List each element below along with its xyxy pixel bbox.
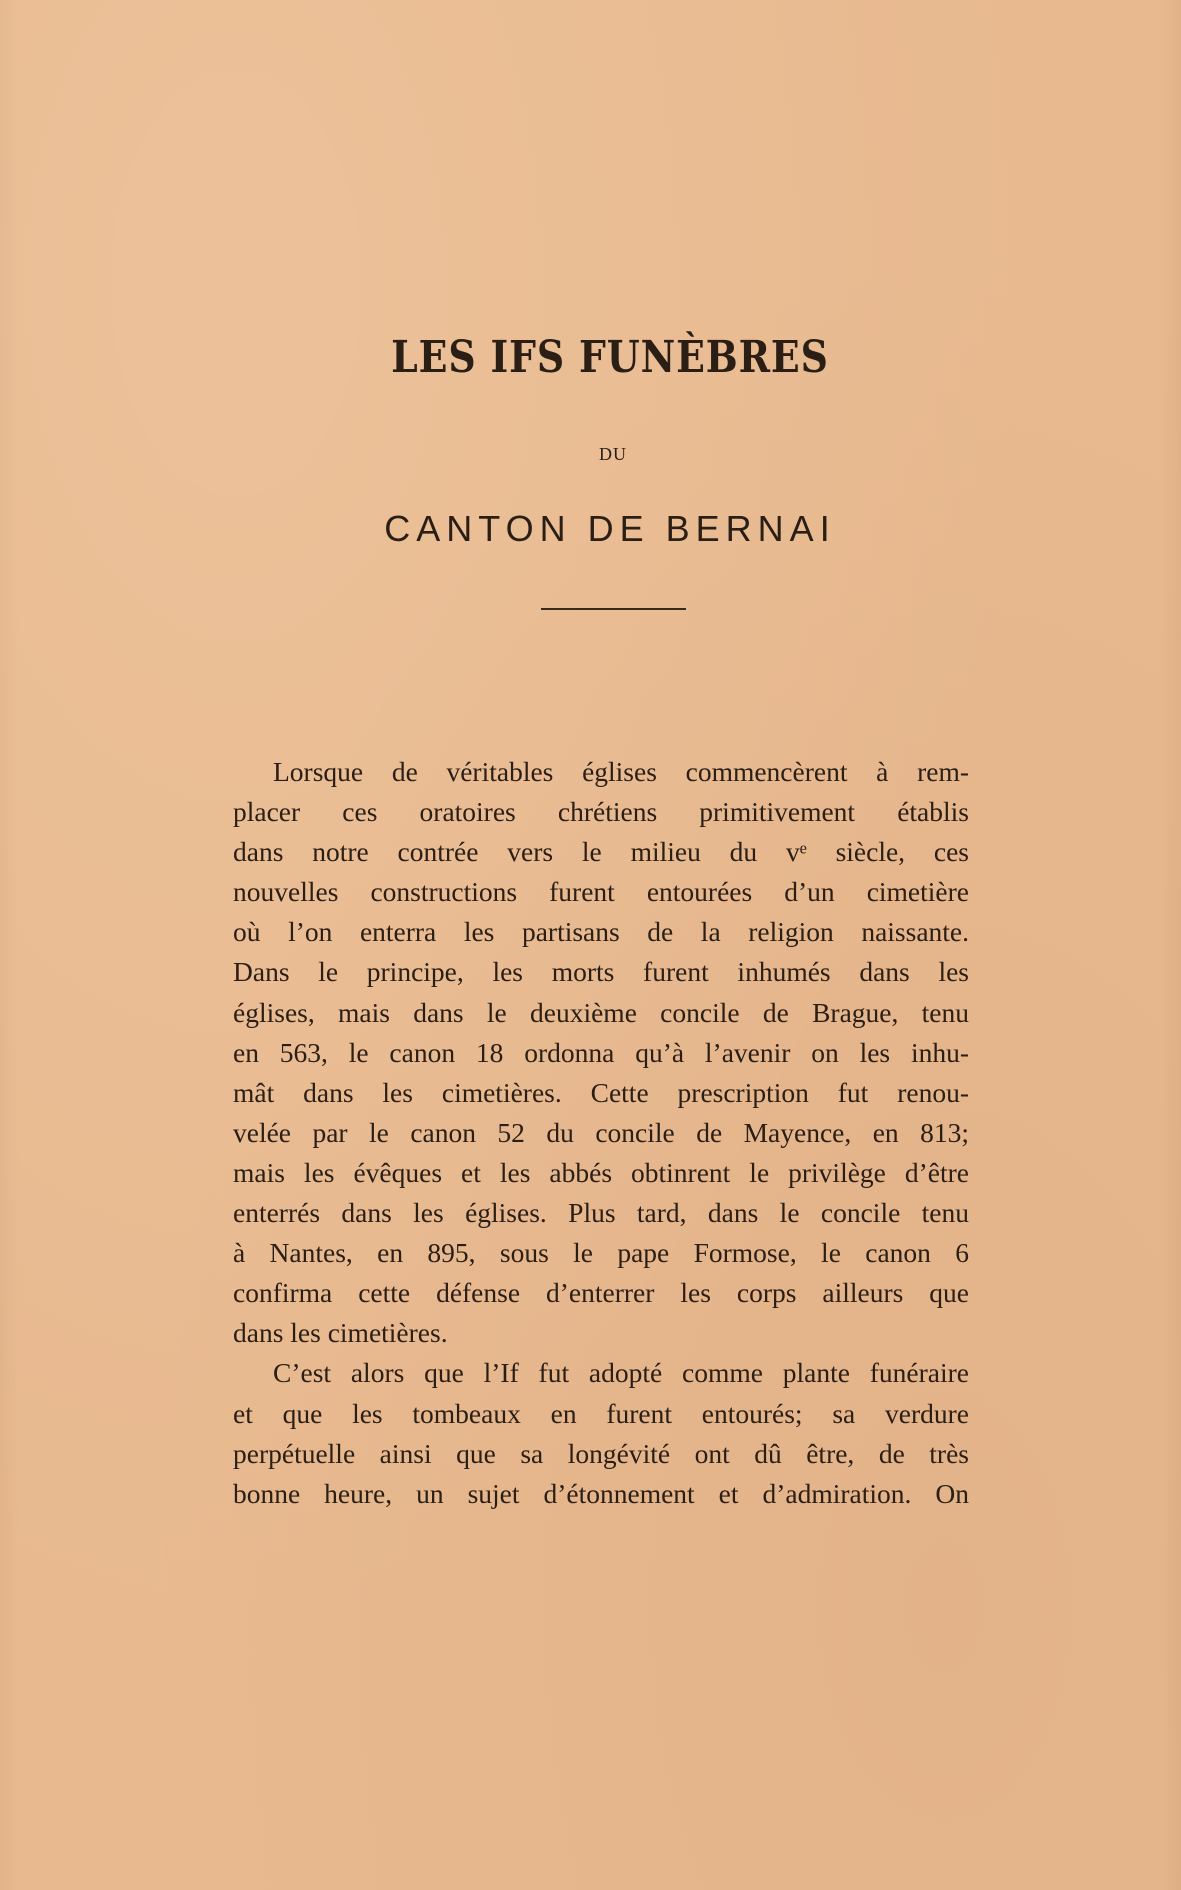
text-line: perpétuelle ainsi que sa longévité ont dû être, de très bbox=[233, 1437, 969, 1469]
text-line: où l’on enterra les partisans de la religion naissante. bbox=[233, 916, 969, 948]
subtitle-du: DU bbox=[599, 444, 627, 464]
text-line: C’est alors que l’If fut adopté comme plante funéraire bbox=[273, 1357, 969, 1389]
text-line: placer ces oratoires chrétiens primitivement établis bbox=[233, 796, 969, 828]
text-line: dans les cimetières. bbox=[233, 1317, 448, 1349]
text-line: confirma cette défense d’enterrer les corps ailleurs que bbox=[233, 1277, 969, 1309]
text-line: et que les tombeaux en furent entourés; sa verdure bbox=[233, 1397, 969, 1429]
text-line: enterrés dans les églises. Plus tard, dans le concile tenu bbox=[233, 1197, 969, 1229]
text-line: mât dans les cimetières. Cette prescription fut renou- bbox=[233, 1076, 969, 1108]
text-line: Lorsque de véritables églises commencèrent à rem- bbox=[273, 756, 969, 787]
text-line: bonne heure, un sujet d’étonnement et d’admiration. On bbox=[233, 1477, 969, 1509]
document-title: LES IFS FUNÈBRES bbox=[391, 332, 829, 383]
title-rule bbox=[541, 608, 686, 610]
text-line: mais les évêques et les abbés obtinrent le privilège d’être bbox=[233, 1156, 969, 1188]
text-line: velée par le canon 52 du concile de Mayence, en 813; bbox=[233, 1116, 969, 1148]
text-line: en 563, le canon 18 ordonna qu’à l’avenir on les inhu- bbox=[233, 1036, 969, 1068]
subtitle-canton: CANTON DE BERNAI bbox=[384, 508, 836, 549]
text-line: nouvelles constructions furent entourées d’un cimetière bbox=[233, 876, 969, 908]
text-line: Dans le principe, les morts furent inhumés dans les bbox=[233, 956, 969, 988]
body-text bbox=[233, 752, 969, 1514]
text-line: dans notre contrée vers le milieu du vᵉ siècle, ces bbox=[233, 836, 969, 868]
text-line: à Nantes, en 895, sous le pape Formose, le canon 6 bbox=[233, 1237, 969, 1269]
text-line: églises, mais dans le deuxième concile de Brague, tenu bbox=[233, 996, 969, 1028]
